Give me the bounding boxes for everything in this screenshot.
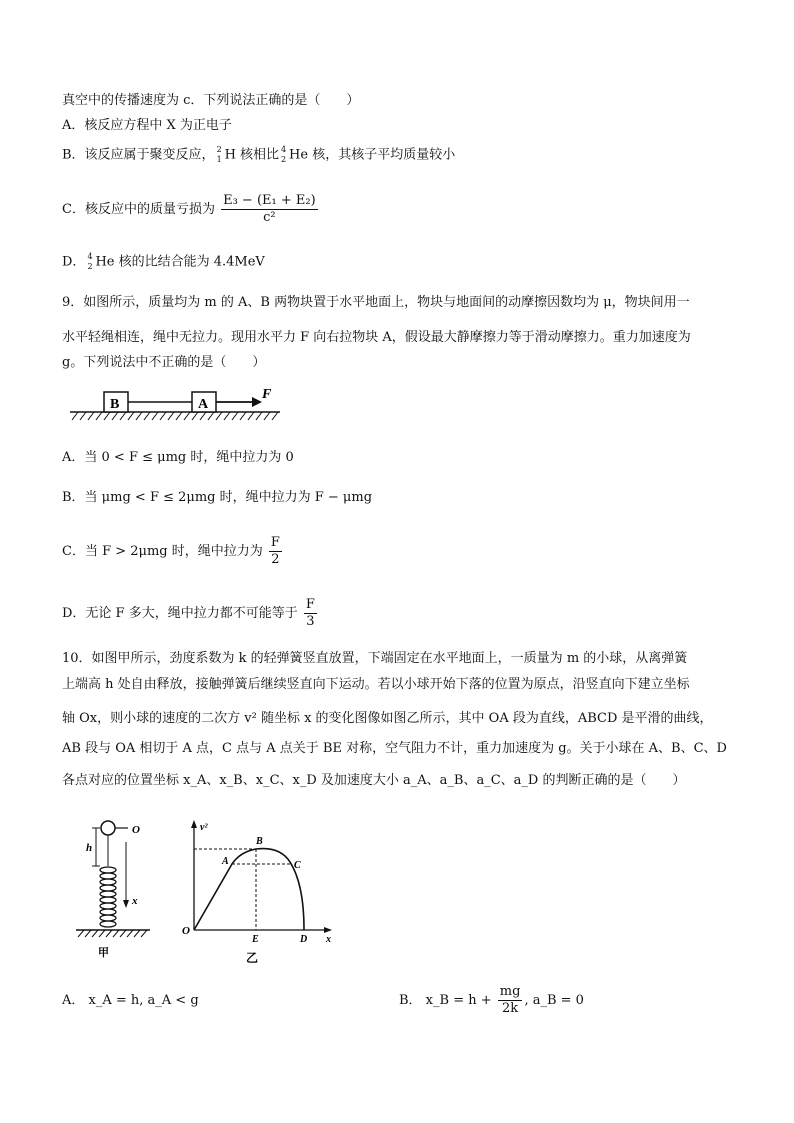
block-b-label: B (110, 397, 120, 412)
point-b-label: B (256, 836, 263, 847)
height-label: h (86, 842, 93, 854)
q8-option-c: C．核反应中的质量亏损为 $\frac{\text{E₃ − (E₁ + E₂)}}{\text{c²}}$ (62, 193, 316, 225)
figure-caption-jia: 甲 (98, 947, 109, 959)
q8-option-d: D． 4 2 He 核的比结合能为 4.4MeV (62, 252, 265, 271)
ball (101, 821, 115, 835)
q9-stem-line-3: g。下列说法中不正确的是（ ） (62, 355, 266, 370)
force-arrowhead (252, 397, 262, 407)
point-d-label: D (300, 934, 308, 945)
x-axis-label: x (326, 934, 331, 945)
hydrogen-nuclide-symbol: 2 1 (216, 145, 222, 164)
v2-axis-label: v² (200, 822, 208, 833)
mass-defect-fraction: $\frac{\text{E₃ − (E₁ + E₂)}}{\text{c²}}$ (223, 193, 316, 225)
q10-stem-line-5: 各点对应的位置坐标 x_A、x_B、x_C、x_D 及加速度大小 a_A、a_B、a_C、a_D 的判断正确的是（ ） (62, 773, 686, 788)
force-label: F (262, 387, 272, 402)
xb-fraction: $\frac{mg}{2k}$ (499, 984, 521, 1016)
v2-curve (194, 849, 304, 930)
blocks-on-ground-figure (70, 384, 290, 424)
point-a-label: A (222, 856, 229, 867)
helium-nuclide-symbol: 4 2 (87, 252, 93, 271)
q10-stem-line-1: 10．如图甲所示，劲度系数为 k 的轻弹簧竖直放置，下端固定在水平地面上，一质量为 m 的小球，从离弹簧 (62, 651, 688, 666)
q8-option-b: B．该反应属于聚变反应， 2 1 H 核相比 4 2 He 核，其核子平均质量较小 (62, 145, 456, 164)
origin-label: O (182, 925, 190, 937)
point-c-label: C (294, 860, 301, 871)
half-f-fraction: $\frac{F}{2}$ (270, 535, 280, 567)
q9-option-b: B．当 μmg < F ≤ 2μmg 时，绳中拉力为 F − μmg (62, 490, 373, 505)
x-axis-label: x (132, 895, 138, 907)
block-a-label: A (198, 397, 209, 412)
q10-option-a: A． x_A = h, a_A < g (62, 993, 199, 1008)
ground-hatching (78, 930, 147, 937)
q10-stem-line-2: 上端高 h 处自由释放，接触弹簧后继续竖直向下运动。若以小球开始下落的位置为原点，沿竖直向下建立坐标 (62, 677, 690, 692)
q9-stem-line-2: 水平轻绳相连，绳中无拉力。现用水平力 F 向右拉物块 A，假设最大静摩擦力等于滑动摩擦力。重力加速度为 (62, 330, 691, 345)
figure-caption-yi: 乙 (246, 951, 259, 965)
q9-option-a: A．当 0 < F ≤ μmg 时，绳中拉力为 0 (62, 450, 294, 465)
ground-hatching (72, 412, 278, 420)
spring-figure-jia (76, 818, 160, 960)
spring-coil (100, 867, 116, 927)
q8-option-a: A．核反应方程中 X 为正电子 (62, 118, 232, 133)
helium-nuclide-symbol: 4 2 (281, 145, 287, 164)
velocity-squared-graph-yi (176, 818, 336, 968)
q9-stem-line-1: 9．如图所示，质量均为 m 的 A、B 两物块置于水平地面上，物块与地面间的动摩擦因数均为 μ，物块间用一 (62, 295, 690, 310)
q9-option-c: C．当 F > 2μmg 时，绳中拉力为 $\frac{F}{2}$ (62, 535, 280, 567)
third-f-fraction: $\frac{F}{3}$ (305, 597, 315, 629)
q10-stem-line-4: AB 段与 OA 相切于 A 点，C 点与 A 点关于 BE 对称，空气阻力不计，重力加速度为 g。关于小球在 A、B、C、D (62, 741, 727, 756)
q9-option-d: D．无论 F 多大，绳中拉力都不可能等于 $\frac{F}{3}$ (62, 597, 315, 629)
point-e-label: E (252, 934, 259, 945)
q10-stem-line-3: 轴 Ox，则小球的速度的二次方 v² 随坐标 x 的变化图像如图乙所示，其中 OA 段为直线，ABCD 是平滑的曲线， (62, 711, 713, 726)
origin-label: O (132, 824, 140, 836)
q10-option-b: B． x_B = h + $\frac{mg}{2k}$ , a_B = 0 (399, 984, 584, 1016)
q8-stem-tail: 真空中的传播速度为 c．下列说法正确的是（ ） (62, 93, 360, 108)
